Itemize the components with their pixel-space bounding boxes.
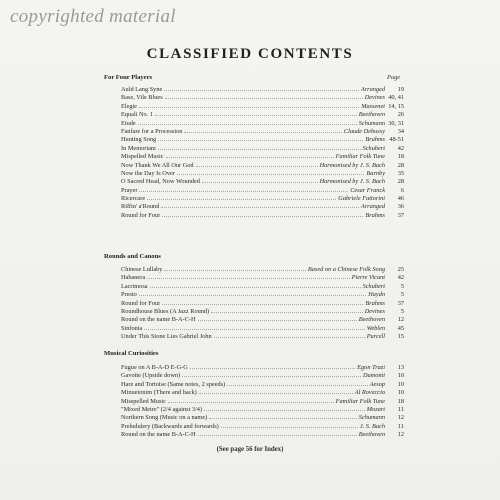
dot-leader [162,299,363,305]
dot-leader [182,371,361,377]
dot-leader [166,152,334,158]
entry-page-number: 14, 15 [388,102,404,110]
entry-page-number: 12 [397,414,404,422]
contents-entry [121,363,404,371]
entry-composer: Harmonised by J. S. Bach [319,178,385,186]
dot-leader [199,388,353,394]
entry-composer: Beethoven [358,431,385,439]
entry-composer: Familiar Folk Tune [335,153,385,161]
contents-entry [121,307,404,315]
page-title: CLASSIFIED CONTENTS [146,46,354,62]
entry-title: Elegie [121,102,138,110]
contents-entry [121,194,404,202]
entry-page-number: 28 [397,161,404,169]
dot-leader [162,211,363,217]
contents-entry [121,430,404,438]
entry-title: "Mixed Metre" (2/4 against 3/4) [121,405,203,413]
contents-entry [121,119,404,127]
dot-leader [158,135,363,141]
entry-page-number: 5 [400,291,404,299]
entry-composer: Brahms [365,136,385,144]
entry-composer: Barnby [366,169,385,177]
entry-composer: Dumonti [362,372,385,380]
dot-leader [196,161,318,167]
dot-leader [211,307,363,313]
entry-page-number: 19 [397,86,404,93]
entry-page-number: 35 [397,169,404,177]
contents-entry [121,324,404,332]
contents-entry [121,273,404,281]
entry-title: Mispelled Music [121,153,164,161]
dot-leader [198,315,357,321]
entry-composer: Schumann [358,414,385,422]
contents-entry [121,169,404,177]
dot-leader [202,177,318,183]
entry-page-number: 34 [397,127,404,135]
dot-leader [147,273,349,279]
dot-leader [190,363,355,369]
entry-title: Under This Stone Lies Gabriel John [121,333,212,341]
entry-page-number: 28 [397,178,404,186]
entry-title: Chinese Lullaby [121,266,163,273]
entry-page-number: 11 [397,405,404,413]
contents-entry [121,110,404,118]
entry-composer: Devines [364,94,385,102]
entry-title: Auld Lang Syne [121,86,163,93]
contents-entry [121,332,404,340]
dot-leader [138,119,357,125]
dot-leader [147,194,336,200]
contents-entry [121,211,404,219]
dot-leader [139,290,366,296]
dot-leader [165,93,363,99]
page-column-label: Page [387,74,401,81]
section-heading-rounds-canons: Rounds and Canons [104,253,161,260]
entry-page-number: 10 [397,389,404,397]
entry-title: Round on the name B-A-C-H [121,316,196,324]
dot-leader [204,405,365,411]
entry-composer: Cesar Franck [350,186,385,194]
entry-page-number: 15 [397,333,404,341]
contents-entry [121,265,404,273]
entry-composer: Massenet [361,102,385,110]
contents-entry [121,380,404,388]
entry-page-number: 13 [397,364,404,371]
entry-title: Lacrimosa [121,282,148,290]
entry-title: Ricercare [121,195,146,203]
entry-composer: Schubert [362,144,385,152]
entry-page-number: 42 [397,274,404,282]
contents-entry [121,144,404,152]
entry-page-number: 18 [397,153,404,161]
entry-composer: Al Roveccio [354,389,385,397]
dot-leader [209,413,357,419]
entry-composer: Based on a Chinese Folk Song [307,266,385,273]
dot-leader [158,144,361,150]
entry-title: Now Thank We All Our God [121,161,194,169]
entry-title: Etude [121,119,136,127]
entry-page-number: 26 [397,111,404,119]
entry-title: Hare and Tortoise (Same notes, 2 speeds) [121,380,226,388]
entry-page-number: 46 [397,195,404,203]
entry-composer: Gabriele Fattorini [338,195,385,203]
dot-leader [184,127,342,133]
entry-title: Prayer [121,186,138,194]
contents-entry [121,135,404,143]
entry-title: Riffin' a'Round [121,203,160,211]
contents-entry [121,186,404,194]
entry-composer: Pierre Vicant [351,274,385,282]
entry-page-number: 12 [397,316,404,324]
entry-composer: Arranged [360,203,385,211]
entry-title: Round for Four [121,211,161,219]
entry-page-number: 42 [397,144,404,152]
entry-page-number: 45 [397,324,404,332]
entry-composer: Claude Debussy [343,127,385,135]
contents-entry [121,127,404,135]
dot-leader [139,186,348,192]
entry-title: Roundhouse Blues (A Jazz Round) [121,307,210,315]
entry-composer: Beethoven [358,316,385,324]
contents-entry [121,202,404,210]
section-list-musical-curiosities [121,363,404,439]
entry-title: Misspelled Music [121,397,166,405]
entry-page-number: 11 [397,422,404,430]
entry-title: In Memoriam [121,144,156,152]
contents-entry [121,102,404,110]
entry-title: Hunting Song [121,136,157,144]
entry-composer: Weblen [366,324,385,332]
dot-leader [221,422,358,428]
entry-composer: Beethoven [358,111,385,119]
entry-composer: J. S. Bach [359,422,385,430]
entry-title: Now the Day Is Over [121,169,175,177]
entry-composer: Familiar Folk Tune [335,397,385,405]
entry-page-number: 48-51 [389,136,404,144]
section-heading-musical-curiosities: Musical Curiosities [104,350,159,357]
section-list-rounds-canons [121,265,404,341]
entry-page-number: 18 [397,397,404,405]
contents-entry [121,177,404,185]
entry-composer: Brahms [365,299,385,307]
contents-entry [121,85,404,93]
contents-entry [121,315,404,323]
contents-entry [121,371,404,379]
entry-title: Northern Song (Music on a name) [121,414,208,422]
contents-entry [121,413,404,421]
entry-composer: Haydn [368,291,385,299]
entry-title: Presto [121,291,137,299]
contents-entry [121,152,404,160]
entry-title: Equali No. 1 [121,111,154,119]
entry-title: Fanfare for a Procession [121,127,183,135]
entry-composer: Devines [364,307,385,315]
dot-leader [155,110,357,116]
entry-page-number: 37 [397,299,404,307]
entry-composer: Purcell [366,333,385,341]
entry-composer: Egon Trazi [357,364,385,371]
dot-leader [214,332,365,338]
section-list-four-players [121,85,404,219]
entry-page-number: 10 [397,372,404,380]
contents-entry [121,388,404,396]
entry-title: Preludulery (Backwards and forwards) [121,422,219,430]
dot-leader [227,380,367,386]
dot-leader [198,430,357,436]
entry-page-number: 30, 31 [388,119,404,127]
entry-title: Gavotte (Upside down) [121,372,181,380]
entry-title: Fugue on A B-A-D E-G-G [121,364,188,371]
entry-title: Round on the name B-A-C-H [121,431,196,439]
dot-leader [161,202,359,208]
dot-leader [139,102,359,108]
contents-entry [121,405,404,413]
entry-page-number: 6 [400,186,404,194]
contents-entry [121,422,404,430]
entry-title: Minuetonim (There and back) [121,389,197,397]
copyright-watermark: copyrighted material [10,6,176,27]
entry-page-number: 10 [397,380,404,388]
entry-composer: Brahms [365,211,385,219]
entry-page-number: 40, 41 [388,94,404,102]
dot-leader [177,169,365,175]
dot-leader [164,85,359,91]
entry-page-number: 5 [400,282,404,290]
entry-composer: Schumann [358,119,385,127]
contents-entry [121,290,404,298]
contents-entry [121,397,404,405]
entry-composer: Harmonised by J. S. Bach [319,161,385,169]
contents-entry [121,282,404,290]
dot-leader [168,397,334,403]
section-heading-four-players: For Four Players [104,74,153,81]
entry-page-number: 36 [397,203,404,211]
entry-title: Base, Vile Blues [121,94,163,102]
entry-title: O Sacred Head, Now Wounded [121,178,200,186]
contents-entry [121,299,404,307]
entry-page-number: 37 [397,211,404,219]
entry-page-number: 12 [397,431,404,439]
entry-composer: Schubert [362,282,385,290]
dot-leader [150,282,361,288]
contents-entry [121,93,404,101]
entry-composer: Aesop [369,380,385,388]
contents-entry [121,161,404,169]
entry-title: Round for Four [121,299,161,307]
dot-leader [164,265,305,271]
entry-composer: Mozart [366,405,385,413]
dot-leader [144,324,364,330]
entry-composer: Arranged [360,86,385,93]
entry-page-number: 25 [397,266,404,273]
entry-title: Sinfonia [121,324,143,332]
entry-title: Habanera [121,274,146,282]
entry-page-number: 5 [400,307,404,315]
index-footer-note: (See page 56 for Index) [216,446,284,453]
